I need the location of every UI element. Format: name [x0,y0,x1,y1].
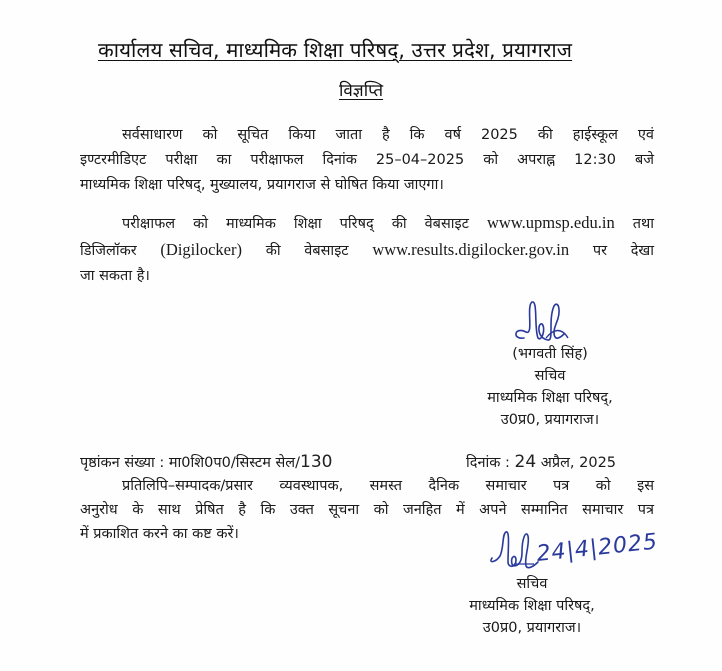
text: पर देखा [592,243,655,259]
reference-handwritten-number: 130 [300,452,333,472]
date-month-year: अप्रैल, 2025 [540,455,617,471]
date-label: दिनांक : [466,455,510,471]
paragraph-line: में प्रकाशित करने का कष्ट करें। [80,526,239,542]
paragraph-line: माध्यमिक शिक्षा परिषद्, मुख्यालय, प्रयागराज से घोषित किया जाएगा। [80,177,444,193]
signatory-block-2 [452,573,612,639]
text: तथा [632,216,655,232]
digilocker-label: (Digilocker) [160,240,242,259]
notice-heading: विज्ञप्ति [338,81,384,101]
reference-date [466,451,616,474]
date-handwritten-day: 24 [514,452,537,472]
text: की वेबसाइट [265,243,349,259]
text: परीक्षाफल को माध्यमिक शिक्षा परिषद् की वेबसाइट [122,216,469,232]
paragraph-line: प्रतिलिपि–सम्पादक/प्रसार व्यवस्थापक, समस्त दैनिक समाचार पत्र को इस [122,478,654,494]
signatory-organization: माध्यमिक शिक्षा परिषद्, [487,390,613,406]
signatory-location: उ0प्र0, प्रयागराज। [482,620,582,636]
announcement-paragraph [80,123,654,198]
paragraph-line: अनुरोध के साथ प्रेषित है कि उक्त सूचना को जनहित में अपने सम्मानित समाचार पत्र [80,502,654,518]
paragraph-line [80,237,654,264]
paragraph-line [80,210,654,237]
signatory-designation: सचिव [516,576,548,592]
reference-label: पृष्ठांकन संख्या : मा0शि0प0/सिस्टम सेल/ [80,455,301,471]
signatory-designation: सचिव [534,368,566,384]
website-upmsp: www.upmsp.edu.in [486,213,615,232]
paragraph-line: सर्वसाधारण को सूचित किया जाता है कि वर्ष 2025 की हाईस्कूल एवं [122,127,654,143]
signatory-organization: माध्यमिक शिक्षा परिषद्, [469,598,595,614]
website-digilocker: www.results.digilocker.gov.in [372,240,570,259]
website-paragraph [80,210,654,289]
office-title: कार्यालय सचिव, माध्यमिक शिक्षा परिषद्, उत्तर प्रदेश, प्रयागराज [98,38,573,62]
text: डिजिलॉकर [80,243,137,259]
handwritten-date: 24|4|2025 [535,529,660,567]
signatory-location: उ0प्र0, प्रयागराज। [500,412,600,428]
signatory-block-1 [470,343,630,431]
copy-to-paragraph [80,474,654,546]
signatory-name: (भगवती सिंह) [512,346,588,362]
paragraph-line: जा सकता है। [80,268,150,284]
paragraph-line: इण्टरमीडिएट परीक्षा का परीक्षाफल दिनांक 25–04–2025 को अपराह्न 12:30 बजे [80,152,654,168]
reference-number [80,451,332,474]
signature-icon [508,298,578,346]
